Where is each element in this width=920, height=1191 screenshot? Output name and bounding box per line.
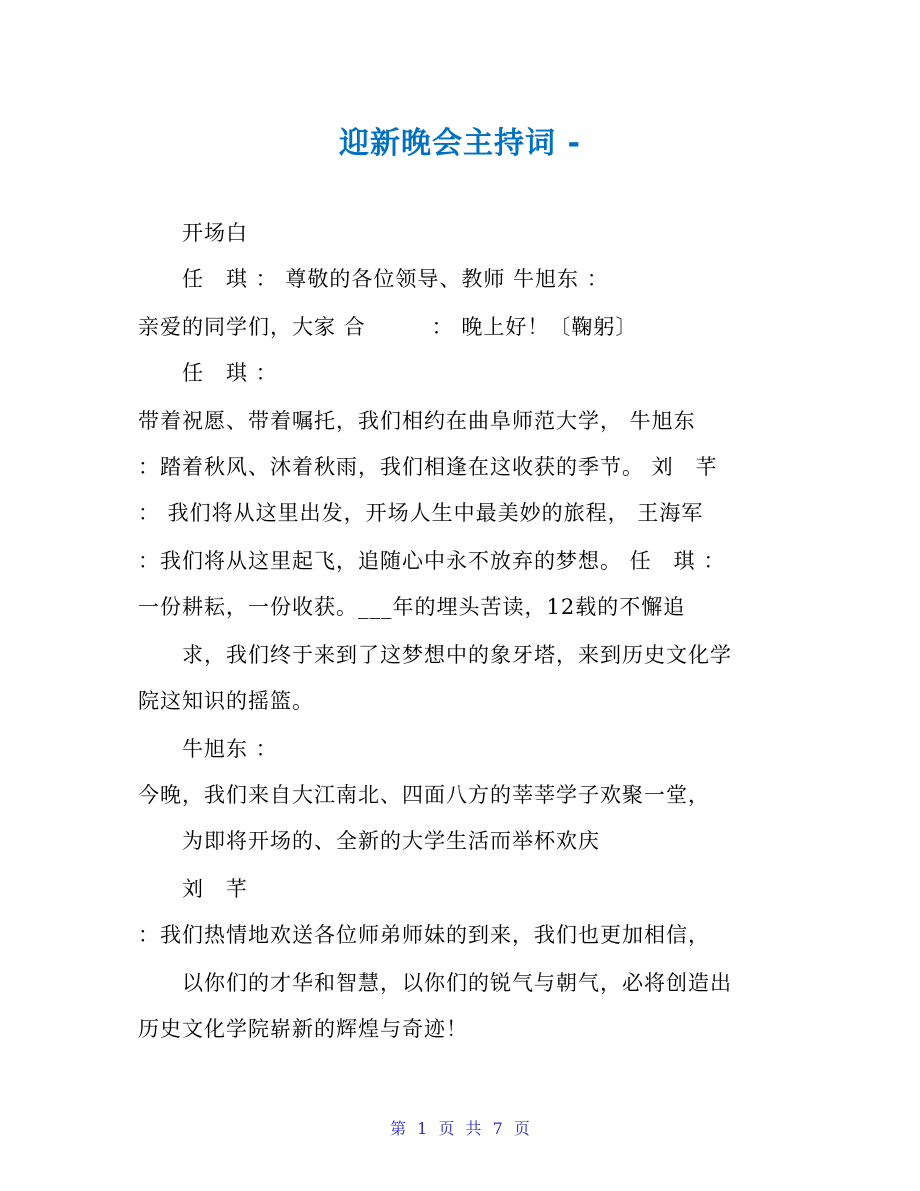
text-line: 今晚，我们来自大江南北、四面八方的莘莘学子欢聚一堂， — [138, 783, 710, 807]
text-line: 牛旭东 ： — [182, 737, 278, 761]
text-line: 带着祝愿、带着嘱托，我们相约在曲阜师范大学， 牛旭东 — [138, 409, 696, 433]
text-line: 院这知识的摇篮。 — [138, 689, 314, 713]
text-line: ： 我们将从这里出发，开场人生中最美妙的旅程， 王海军 — [138, 501, 704, 525]
text-line: 为即将开场的、全新的大学生活而举杯欢庆 — [182, 829, 600, 853]
text-line: 任 琪 ： 尊敬的各位领导、教师 牛旭东 ： — [182, 267, 609, 291]
text-line: 任 琪 ： — [182, 361, 278, 385]
text-line: 亲爱的同学们，大家 合 ： 晚上好！〔鞠躬〕 — [138, 315, 638, 339]
text-line: 历史文化学院崭新的辉煌与奇迹！ — [138, 1017, 468, 1041]
text-line: 一份耕耘，一份收获。___年的埋头苦读，12载的不懈追 — [138, 595, 686, 619]
text-line: ：踏着秋风、沐着秋雨，我们相逢在这收获的季节。 刘 芊 — [138, 455, 718, 479]
text-line: 以你们的才华和智慧，以你们的锐气与朝气，必将创造出 — [182, 971, 732, 995]
text-line: 刘 芊 — [182, 877, 248, 901]
page-footer: 第 1 页 共 7 页 — [390, 1119, 530, 1138]
text-line: 开场白 — [182, 221, 248, 245]
document-title: 迎新晚会主持词 - — [339, 126, 581, 161]
text-line: 求，我们终于来到了这梦想中的象牙塔，来到历史文化学 — [182, 643, 732, 667]
text-line: ：我们将从这里起飞，追随心中永不放弃的梦想。 任 琪 ： — [138, 549, 726, 573]
text-line: ：我们热情地欢送各位师弟师妹的到来，我们也更加相信， — [138, 923, 710, 947]
